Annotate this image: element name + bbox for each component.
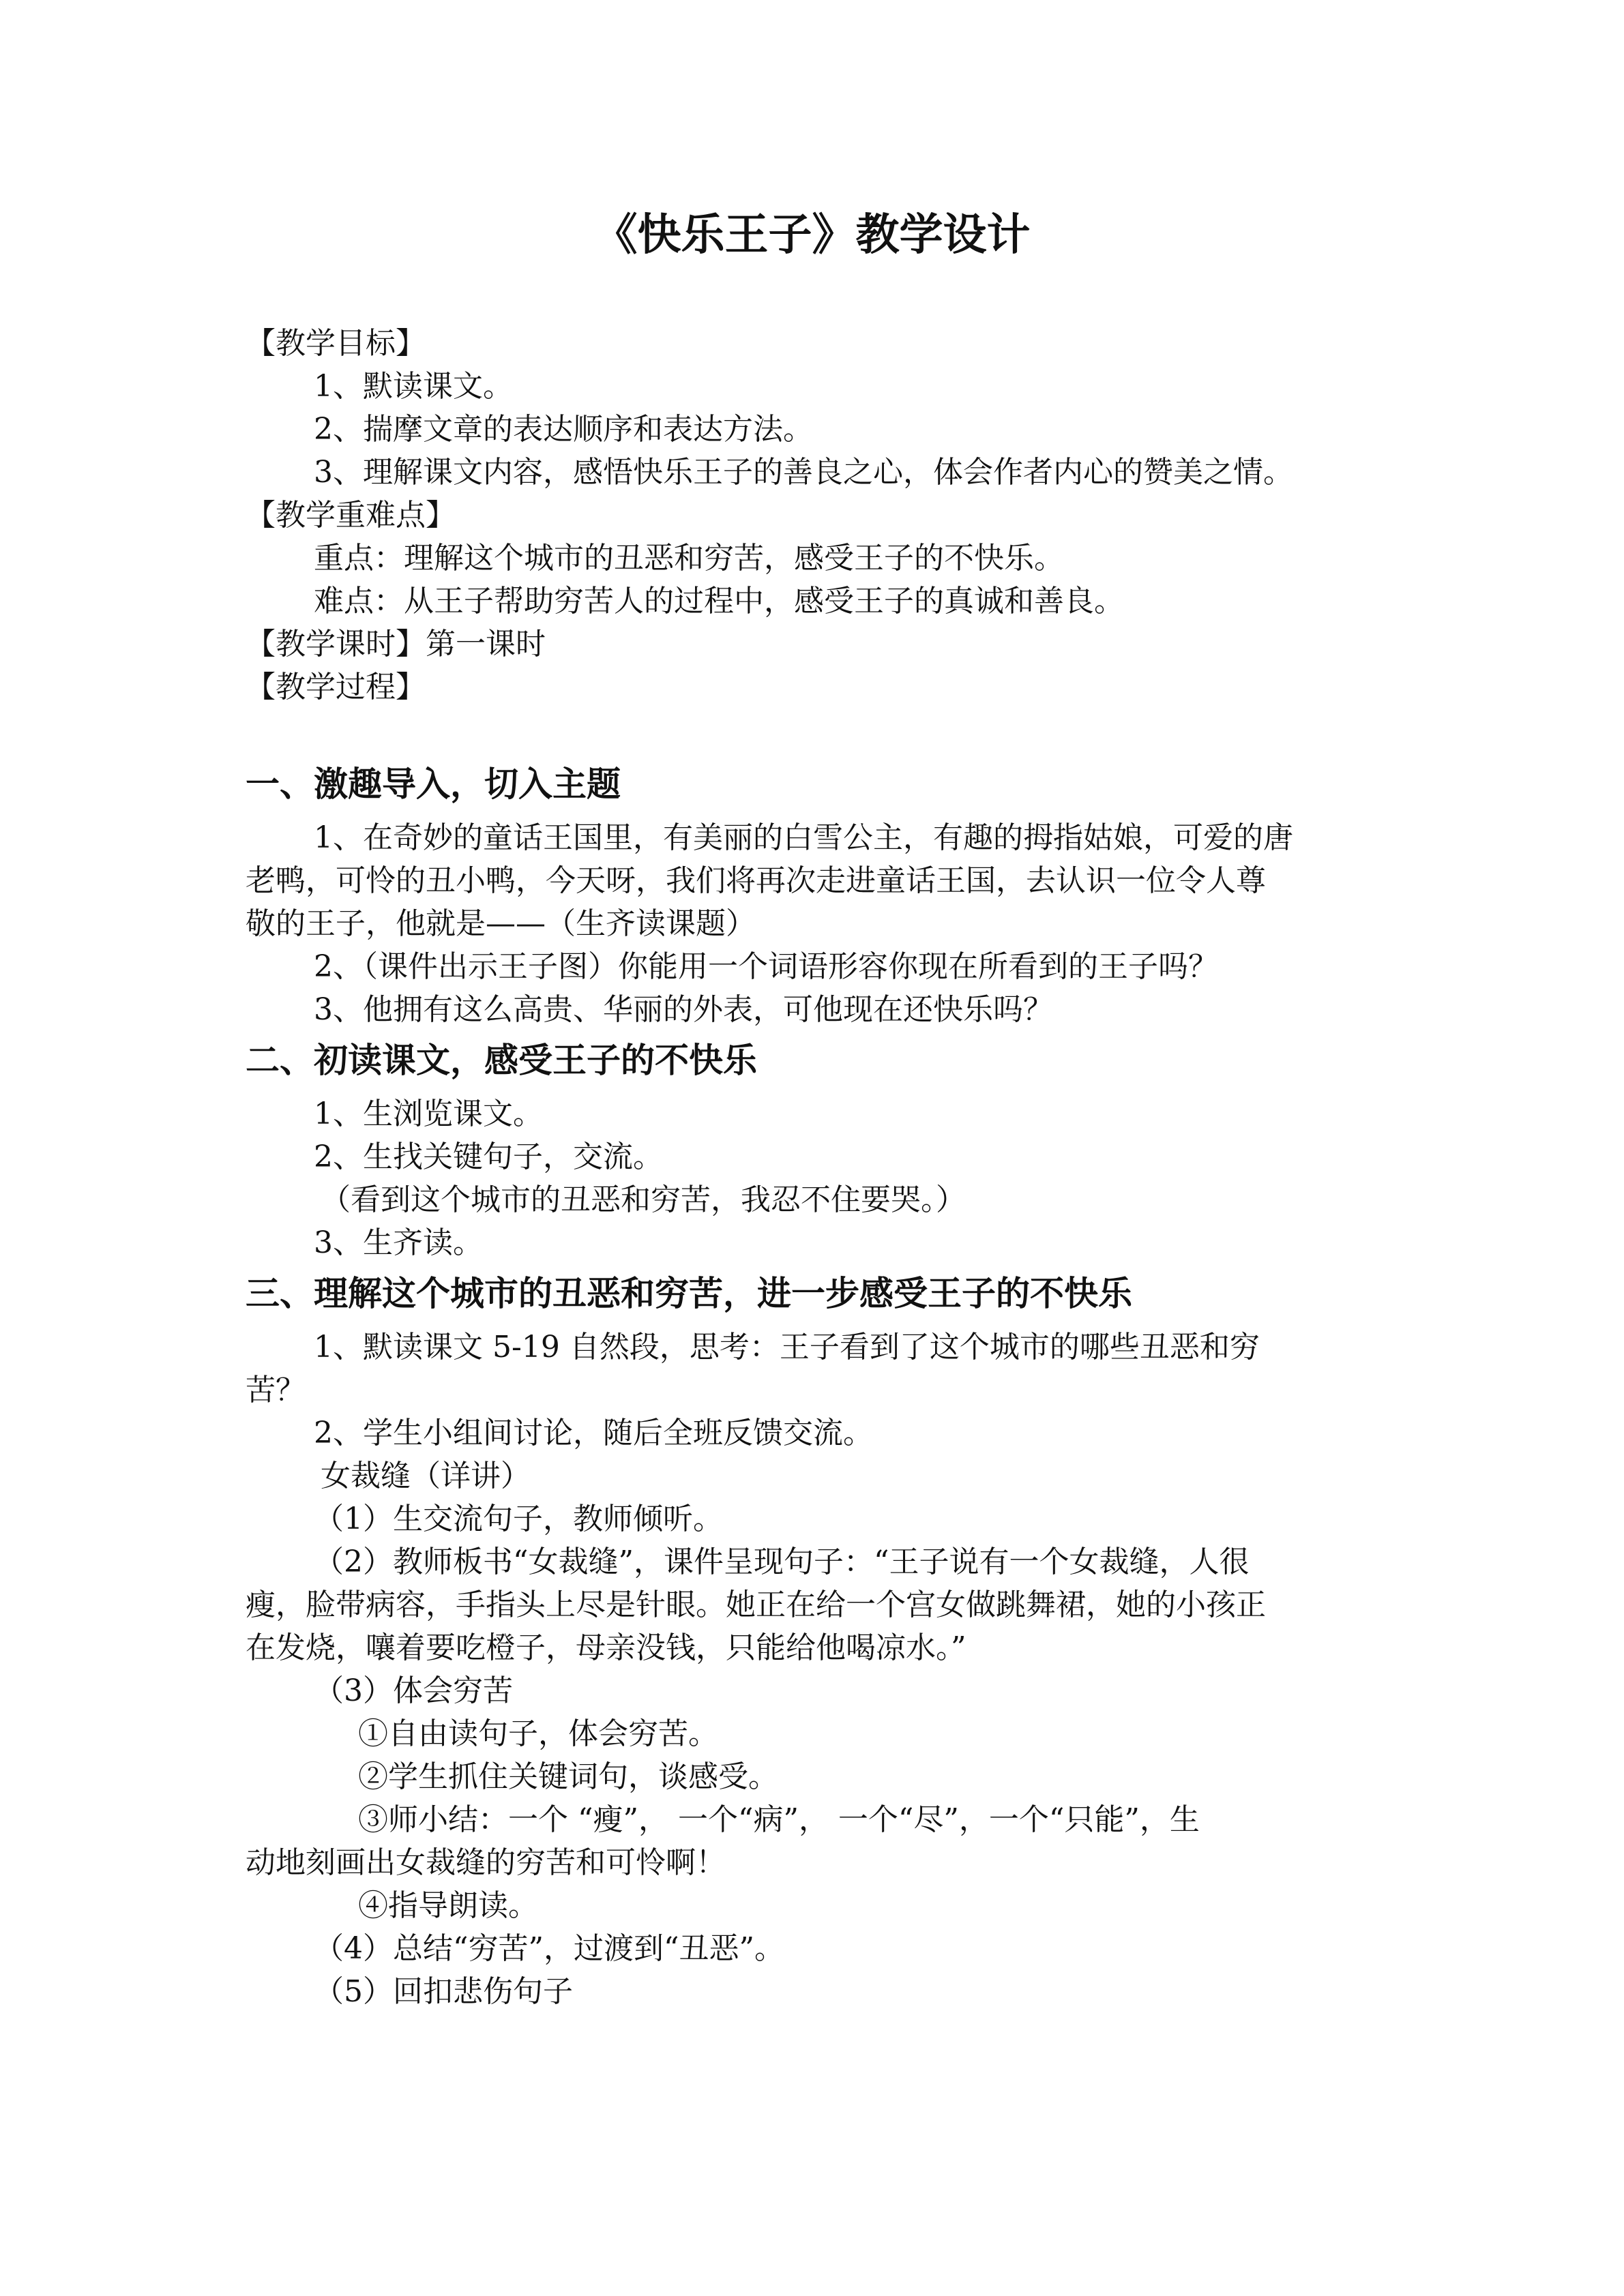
section-3-step-3-c-line-1: ③师小结：一个 “瘦”， 一个“病”， 一个“尽”，一个“只能”，生 bbox=[358, 1802, 1200, 1837]
spacer bbox=[246, 1316, 1391, 1326]
spacer bbox=[246, 709, 1391, 762]
spacer bbox=[246, 1083, 1391, 1092]
spacer bbox=[246, 1264, 1391, 1271]
section-3-step-3: （3）体会穷苦 bbox=[314, 1673, 513, 1708]
section-3-paragraph-1-line-2: 苦？ bbox=[246, 1373, 306, 1407]
section-3-heading: 三、理解这个城市的丑恶和穷苦，进一步感受王子的不快乐 bbox=[246, 1274, 1132, 1313]
key-point-focus: 重点：理解这个城市的丑恶和穷苦，感受王子的不快乐。 bbox=[314, 541, 1064, 576]
section-3-paragraph-1-line-1: 1、默读课文 5-19 自然段，思考：王子看到了这个城市的哪些丑恶和穷 bbox=[314, 1330, 1260, 1365]
document-title: 《快乐王子》教学设计 bbox=[593, 210, 1031, 260]
lesson-time: 【教学课时】第一课时 bbox=[246, 627, 546, 661]
objective-item-2: 2、揣摩文章的表达顺序和表达方法。 bbox=[314, 412, 813, 447]
section-3-step-3-c-line-2: 动地刻画出女裁缝的穷苦和可怜啊！ bbox=[246, 1845, 726, 1880]
section-1-paragraph-1-line-3: 敬的王子，他就是——（生齐读课题） bbox=[246, 906, 756, 941]
section-3-step-3-a: ①自由读句子，体会穷苦。 bbox=[358, 1716, 718, 1751]
section-3-subtitle: 女裁缝（详讲） bbox=[321, 1459, 531, 1493]
key-points-label: 【教学重难点】 bbox=[246, 498, 456, 533]
section-1-paragraph-2: 2、（课件出示王子图）你能用一个词语形容你现在所看到的王子吗？ bbox=[314, 949, 1218, 984]
section-3-step-5: （5）回扣悲伤句子 bbox=[314, 1974, 573, 2009]
spacer bbox=[246, 1031, 1391, 1038]
section-3-step-2-line-1: （2）教师板书“女裁缝”，课件呈现句子：“王子说有一个女裁缝，人很 bbox=[314, 1545, 1250, 1579]
section-2-item-2-note: （看到这个城市的丑恶和穷苦，我忍不住要哭。） bbox=[321, 1182, 966, 1217]
objectives-label: 【教学目标】 bbox=[246, 326, 426, 361]
objective-item-3: 3、理解课文内容，感悟快乐王子的善良之心，体会作者内心的赞美之情。 bbox=[314, 455, 1293, 490]
section-1-heading: 一、激趣导入，切入主题 bbox=[246, 764, 621, 804]
key-point-difficulty: 难点：从王子帮助穷苦人的过程中，感受王子的真诚和善良。 bbox=[314, 584, 1124, 618]
objective-item-1: 1、默读课文。 bbox=[314, 369, 513, 404]
section-3-step-4: （4）总结“穷苦”，过渡到“丑恶”。 bbox=[314, 1931, 784, 1966]
section-1-paragraph-3: 3、他拥有这么高贵、华丽的外表，可他现在还快乐吗？ bbox=[314, 992, 1053, 1027]
section-1-paragraph-1-line-2: 老鸭，可怜的丑小鸭，今天呀，我们将再次走进童话王国，去认识一位令人尊 bbox=[246, 863, 1266, 898]
spacer bbox=[246, 807, 1391, 816]
section-3-step-2-line-3: 在发烧，嚷着要吃橙子，母亲没钱，只能给他喝凉水。” bbox=[246, 1630, 966, 1665]
section-3-step-1: （1）生交流句子，教师倾听。 bbox=[314, 1502, 723, 1536]
document-body bbox=[246, 322, 1391, 2013]
section-3-step-3-d: ④指导朗读。 bbox=[358, 1888, 538, 1923]
section-3-step-2-line-2: 瘦，脸带病容，手指头上尽是针眼。她正在给一个宫女做跳舞裙，她的小孩正 bbox=[246, 1587, 1266, 1622]
section-1-paragraph-1-line-1: 1、在奇妙的童话王国里，有美丽的白雪公主，有趣的拇指姑娘，可爱的唐 bbox=[314, 820, 1293, 855]
section-2-item-3: 3、生齐读。 bbox=[314, 1225, 483, 1260]
section-3-paragraph-2: 2、学生小组间讨论，随后全班反馈交流。 bbox=[314, 1416, 873, 1450]
process-label: 【教学过程】 bbox=[246, 670, 426, 704]
section-2-item-2: 2、生找关键句子，交流。 bbox=[314, 1139, 663, 1174]
section-3-step-3-b: ②学生抓住关键词句，谈感受。 bbox=[358, 1759, 778, 1794]
section-2-heading: 二、初读课文，感受王子的不快乐 bbox=[246, 1041, 757, 1080]
section-2-item-1: 1、生浏览课文。 bbox=[314, 1097, 543, 1131]
